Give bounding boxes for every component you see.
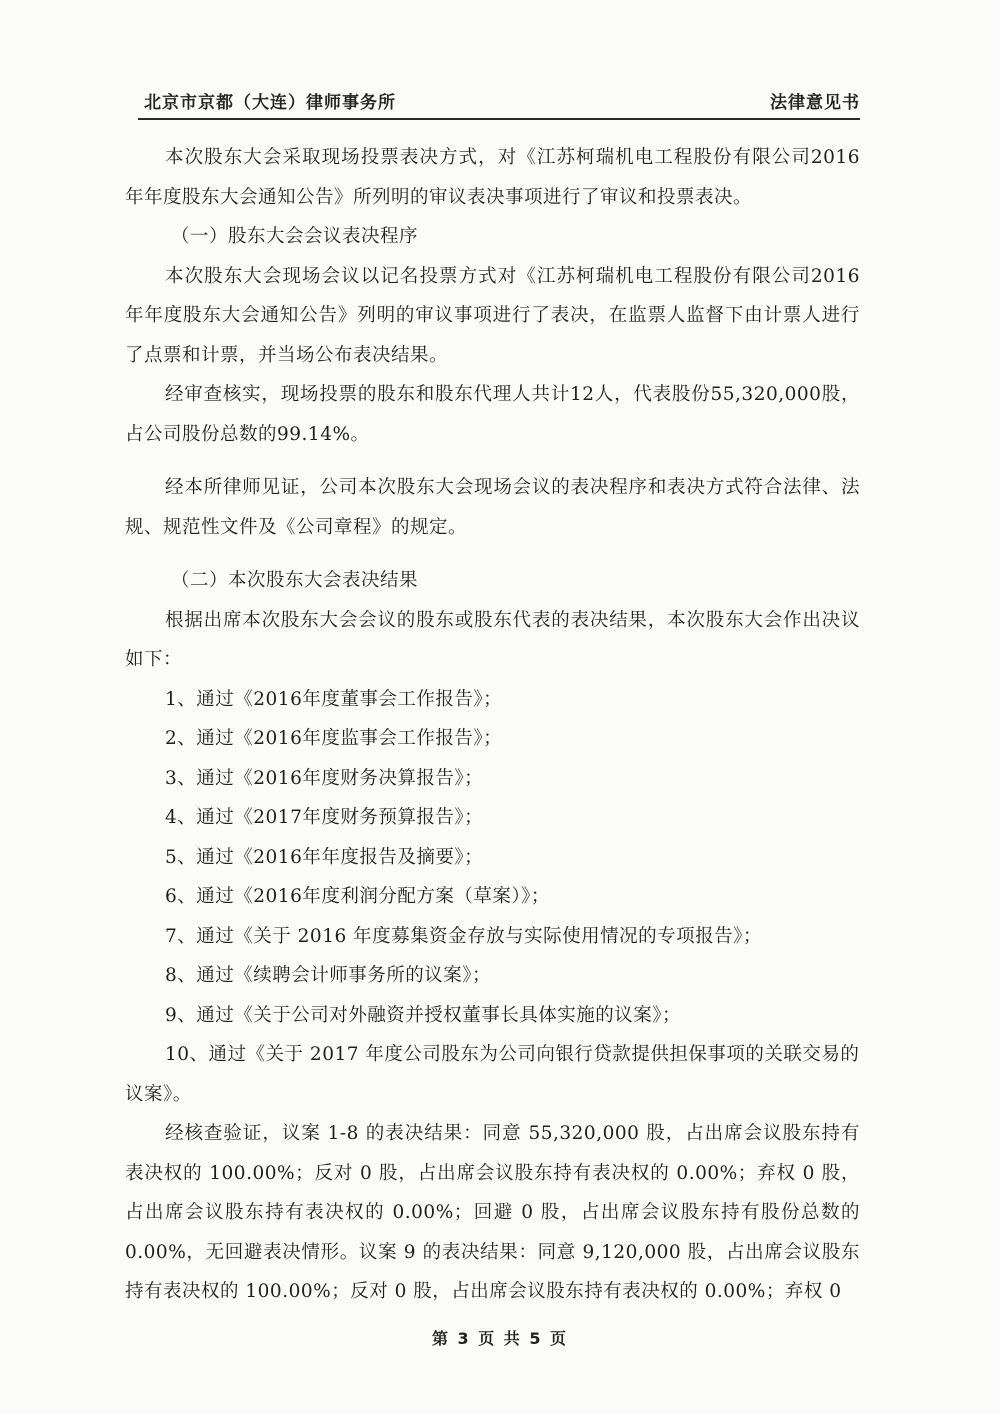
resolution-item: 6、通过《2016年度利润分配方案（草案）》； [165,886,550,907]
section-1-paragraph: 经审查核实，现场投票的股东和股东代理人共计12人，代表股份55,320,000股，占公司股份总数的99.14%。 [125,384,860,445]
resolution-item: 10、通过《关于 2017 年度公司股东为公司向银行贷款提供担保事项的关联交易的议案》。 [125,1044,860,1105]
section-1-title: （一）股东大会会议表决程序 [171,226,419,247]
section-1-paragraph: 本次股东大会现场会议以记名投票方式对《江苏柯瑞机电工程股份有限公司2016年年度股东大会通知公告》列明的审议事项进行了表决，在监票人监督下由计票人进行了点票和计票，并当场公布表决结果。 [125,265,860,366]
resolution-item: 4、通过《2017年度财务预算报告》； [165,807,484,828]
resolution-item: 3、通过《2016年度财务决算报告》； [165,767,484,789]
resolution-item: 2、通过《2016年度监事会工作报告》； [165,728,503,749]
resolution-item: 1、通过《2016年度董事会工作报告》； [165,688,503,710]
page-number: 第 3 页 共 5 页 [431,1329,569,1348]
page-header [138,84,860,120]
law-firm-name: 北京市京都（大连）律师事务所 [144,93,396,113]
section-1-paragraph: 经本所律师见证，公司本次股东大会现场会议的表决程序和表决方式符合法律、法规、规范性文件及《公司章程》的规定。 [125,477,860,538]
section-2-intro: 根据出席本次股东大会会议的股东或股东代表的表决结果，本次股东大会作出决议如下： [125,609,860,670]
document-type: 法律意见书 [770,93,860,113]
resolution-item: 5、通过《2016年年度报告及摘要》； [165,846,484,868]
section-2-title: （二）本次股东大会表决结果 [171,570,419,591]
document-body [125,138,860,1312]
resolution-item: 8、通过《续聘会计师事务所的议案》； [165,965,492,986]
intro-paragraph: 本次股东大会采取现场投票表决方式，对《江苏柯瑞机电工程股份有限公司2016年年度股东大会通知公告》所列明的审议表决事项进行了审议和投票表决。 [125,147,860,208]
resolution-item: 9、通过《关于公司对外融资并授权董事长具体实施的议案》； [165,1004,682,1026]
resolution-item: 7、通过《关于 2016 年度募集资金存放与实际使用情况的专项报告》； [165,925,762,947]
voting-result-paragraph: 经核查验证，议案 1-8 的表决结果：同意 55,320,000 股，占出席会议股东持有表决权的 100.00%；反对 0 股，占出席会议股东持有表决权的 0.00%；弃权 0 股，占出席会议股东持有表决权的 0.00%；回避 0 股，占出席会议股东持有股份总数的 0.00%，无回避表决情形。议案 9 的表决结果：同意 9,120,000 股，占出席会议股东持有表决权的 100.00%；反对 0 股，占出席会议股东持有表决权的 0.00%；弃权 0 [125,1123,860,1302]
